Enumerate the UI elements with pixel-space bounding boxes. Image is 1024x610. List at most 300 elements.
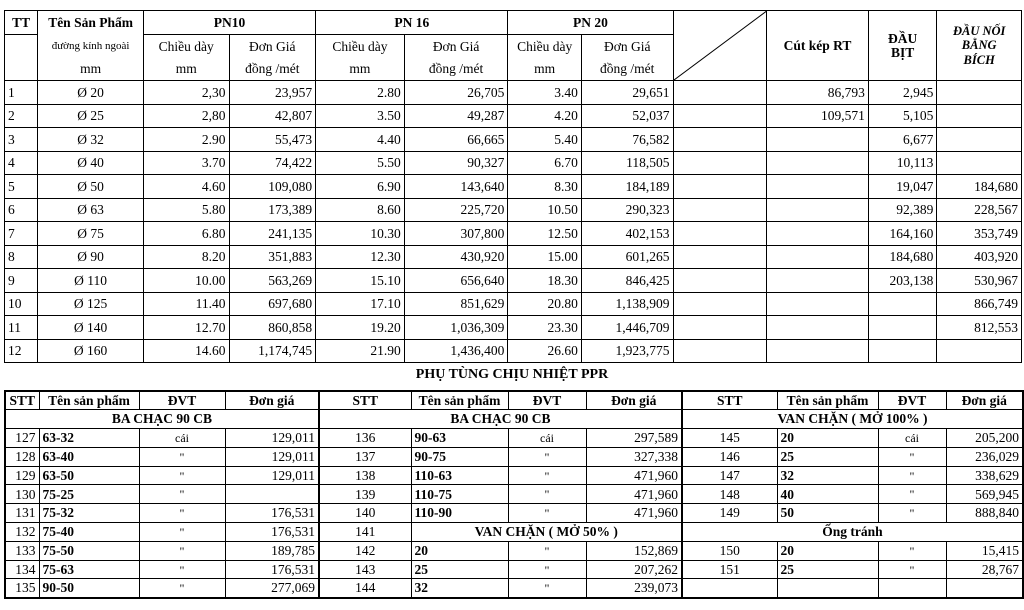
pn20-price: 1,923,775: [581, 339, 673, 363]
pn20-thickness: 15.00: [508, 245, 582, 269]
stt-header: STT: [682, 391, 777, 410]
flange-price: 353,749: [937, 222, 1022, 246]
pipe-tt: 12: [5, 339, 38, 363]
pn20-price: 76,582: [581, 128, 673, 152]
fit-name: 110-63: [411, 466, 508, 485]
pipe-diameter: Ø 20: [38, 81, 144, 105]
pipe-header-row-1: [5, 11, 1022, 35]
pn20-price: 601,265: [581, 245, 673, 269]
pipe-blank: [673, 292, 767, 316]
pn20-thickness: 3.40: [508, 81, 582, 105]
pn10-price: 42,807: [229, 104, 316, 128]
fit-stt: 135: [5, 579, 39, 598]
pn20-header: PN 20: [508, 11, 673, 35]
pn20-thickness: 4.20: [508, 104, 582, 128]
fittings-row: [5, 429, 1023, 448]
pn10-price: 860,858: [229, 316, 316, 340]
fit-name: 63-40: [39, 447, 139, 466]
elbow-price: 86,793: [767, 81, 869, 105]
pn20-thickness: 26.60: [508, 339, 582, 363]
tt-header-blank: [5, 58, 38, 81]
fit-stt: 147: [682, 466, 777, 485]
pn16-thickness: 5.50: [316, 151, 405, 175]
end-cap-price: 164,160: [868, 222, 936, 246]
pipe-row: [5, 339, 1022, 363]
fit-price: 176,531: [225, 560, 319, 579]
fit-stt: 136: [319, 429, 411, 448]
pn16-thickness: 21.90: [316, 339, 405, 363]
pn16-price: 143,640: [404, 175, 508, 199]
flange-price: [937, 151, 1022, 175]
fit-price: 129,011: [225, 429, 319, 448]
end-cap-price: 5,105: [868, 104, 936, 128]
pn20-price: 184,189: [581, 175, 673, 199]
fit-unit: ": [139, 541, 225, 560]
pn10-thickness: 2,30: [143, 81, 229, 105]
pn16-price: 90,327: [404, 151, 508, 175]
fit-stt: 134: [5, 560, 39, 579]
fit-stt: 151: [682, 560, 777, 579]
unit-header: ĐVT: [139, 391, 225, 410]
fit-name: 32: [777, 466, 878, 485]
fit-price: 297,589: [586, 429, 682, 448]
fit-unit: ": [139, 485, 225, 504]
pn20-price: 1,138,909: [581, 292, 673, 316]
fit-stt: 146: [682, 447, 777, 466]
fit-stt: 137: [319, 447, 411, 466]
flange-price: [937, 104, 1022, 128]
fit-unit: ": [508, 504, 586, 523]
pipe-tt: 10: [5, 292, 38, 316]
pipe-diameter: Ø 90: [38, 245, 144, 269]
product-header: Tên sản phẩm: [777, 391, 878, 410]
fit-stt: 150: [682, 541, 777, 560]
outer-diameter-label: đường kính ngoài: [38, 35, 144, 58]
fit-price: [946, 579, 1023, 598]
pipe-blank: [673, 198, 767, 222]
flange-header-3: BÍCH: [963, 52, 995, 67]
fit-unit: ": [139, 447, 225, 466]
group-valve50-label: VAN CHẶN ( MỞ 50% ): [411, 523, 682, 542]
fittings-row: [5, 504, 1023, 523]
pn16-price-label: Đơn Giá: [404, 35, 508, 58]
pn10-price-label: Đơn Giá: [229, 35, 316, 58]
pipe-diameter: Ø 140: [38, 316, 144, 340]
flange-price: [937, 81, 1022, 105]
fit-unit: ": [878, 447, 946, 466]
pn20-price-label: Đơn Giá: [581, 35, 673, 58]
pipe-tt: 8: [5, 245, 38, 269]
fit-price: 471,960: [586, 485, 682, 504]
pn16-price: 26,705: [404, 81, 508, 105]
pn20-thickness: 23.30: [508, 316, 582, 340]
pn16-thickness: 2.80: [316, 81, 405, 105]
fit-price: 129,011: [225, 466, 319, 485]
elbow-header: Cút kép RT: [767, 11, 869, 81]
unit-header: ĐVT: [878, 391, 946, 410]
pn10-price: 55,473: [229, 128, 316, 152]
pn16-price: 66,665: [404, 128, 508, 152]
elbow-price: [767, 339, 869, 363]
pipe-diameter: Ø 32: [38, 128, 144, 152]
pipe-tt: 7: [5, 222, 38, 246]
fit-stt: 132: [5, 523, 39, 542]
elbow-price: 109,571: [767, 104, 869, 128]
pn20-thickness: 6.70: [508, 151, 582, 175]
pn20-price: 1,446,709: [581, 316, 673, 340]
fit-unit: ": [508, 560, 586, 579]
fit-price: 338,629: [946, 466, 1023, 485]
fit-stt: 144: [319, 579, 411, 598]
pipe-blank: [673, 128, 767, 152]
pn16-thickness-unit: mm: [316, 58, 405, 81]
fit-price: 239,073: [586, 579, 682, 598]
pipe-tt: 1: [5, 81, 38, 105]
pn20-price: 846,425: [581, 269, 673, 293]
fittings-row: [5, 466, 1023, 485]
end-cap-price: 203,138: [868, 269, 936, 293]
pn20-thickness: 18.30: [508, 269, 582, 293]
group-tee-label: BA CHẠC 90 CB: [319, 410, 682, 429]
pn16-thickness: 12.30: [316, 245, 405, 269]
elbow-price: [767, 292, 869, 316]
fit-name: 75-50: [39, 541, 139, 560]
pipe-blank: [673, 316, 767, 340]
fittings-row: [5, 523, 1023, 542]
elbow-price: [767, 269, 869, 293]
pn16-thickness: 19.20: [316, 316, 405, 340]
pn16-price: 307,800: [404, 222, 508, 246]
stt-header: STT: [319, 391, 411, 410]
fit-stt: 138: [319, 466, 411, 485]
fit-unit: ": [878, 485, 946, 504]
pipe-tt: 5: [5, 175, 38, 199]
fit-price: 176,531: [225, 523, 319, 542]
fit-name: 110-90: [411, 504, 508, 523]
pn16-thickness: 8.60: [316, 198, 405, 222]
fit-price: [225, 485, 319, 504]
pn16-price-unit: đồng /mét: [404, 58, 508, 81]
fit-name: 75-32: [39, 504, 139, 523]
fit-price: 471,960: [586, 504, 682, 523]
fit-price: 327,338: [586, 447, 682, 466]
end-cap-price: 184,680: [868, 245, 936, 269]
pn10-price: 23,957: [229, 81, 316, 105]
pipe-blank: [673, 245, 767, 269]
pn10-thickness: 4.60: [143, 175, 229, 199]
product-header: Tên sản phẩm: [411, 391, 508, 410]
fittings-row: [5, 485, 1023, 504]
pn20-price: 402,153: [581, 222, 673, 246]
end-cap-price: 2,945: [868, 81, 936, 105]
fit-name: 63-50: [39, 466, 139, 485]
flange-price: 812,553: [937, 316, 1022, 340]
price-header: Đơn giá: [586, 391, 682, 410]
fittings-group-row: [5, 410, 1023, 429]
fit-price: 15,415: [946, 541, 1023, 560]
pn16-thickness: 4.40: [316, 128, 405, 152]
pipe-tt: 9: [5, 269, 38, 293]
fit-price: 888,840: [946, 504, 1023, 523]
fit-price: 205,200: [946, 429, 1023, 448]
fit-name: 20: [411, 541, 508, 560]
pn16-header: PN 16: [316, 11, 508, 35]
pn10-thickness: 14.60: [143, 339, 229, 363]
fittings-row: [5, 560, 1023, 579]
pipe-diameter: Ø 25: [38, 104, 144, 128]
fittings-title: PHỤ TÙNG CHỊU NHIỆT PPR: [415, 367, 609, 382]
end-cap-price: [868, 292, 936, 316]
diameter-unit-label: mm: [38, 58, 144, 81]
pn16-thickness: 15.10: [316, 269, 405, 293]
fit-stt: 141: [319, 523, 411, 542]
pipe-blank: [673, 175, 767, 199]
pipe-blank: [673, 81, 767, 105]
flange-price: [937, 339, 1022, 363]
fit-price: 152,869: [586, 541, 682, 560]
flange-price: 184,680: [937, 175, 1022, 199]
fit-unit: ": [139, 560, 225, 579]
end-cap-header-2: BỊT: [890, 44, 915, 60]
fit-unit: ": [878, 560, 946, 579]
fit-unit: ": [878, 504, 946, 523]
fittings-row: [5, 579, 1023, 598]
pipe-blank: [673, 222, 767, 246]
fit-stt: 145: [682, 429, 777, 448]
pipe-tt: 3: [5, 128, 38, 152]
fit-stt: [682, 579, 777, 598]
pipe-diameter: Ø 40: [38, 151, 144, 175]
flange-header-1: ĐẦU NỐI: [952, 23, 1006, 38]
pipe-row: [5, 222, 1022, 246]
fit-price: 207,262: [586, 560, 682, 579]
pipe-price-table: [4, 10, 1022, 363]
pn10-thickness-unit: mm: [143, 58, 229, 81]
pn20-thickness: 8.30: [508, 175, 582, 199]
fit-name: 40: [777, 485, 878, 504]
flange-price: 866,749: [937, 292, 1022, 316]
end-cap-header-1: ĐẦU: [887, 31, 918, 46]
pn16-price: 49,287: [404, 104, 508, 128]
pipe-row: [5, 198, 1022, 222]
pipe-tt: 11: [5, 316, 38, 340]
pipe-diameter: Ø 50: [38, 175, 144, 199]
fit-unit: ": [139, 579, 225, 598]
pn10-price: 241,135: [229, 222, 316, 246]
pn20-price: 52,037: [581, 104, 673, 128]
fit-price: 189,785: [225, 541, 319, 560]
pipe-row: [5, 104, 1022, 128]
fit-stt: 149: [682, 504, 777, 523]
pn10-thickness-label: Chiều dày: [143, 35, 229, 58]
fit-unit: ": [139, 466, 225, 485]
fit-name: 90-63: [411, 429, 508, 448]
pn10-thickness: 2.90: [143, 128, 229, 152]
end-cap-price: 19,047: [868, 175, 936, 199]
fit-name: 90-50: [39, 579, 139, 598]
fit-stt: 142: [319, 541, 411, 560]
flange-header: [937, 11, 1022, 81]
fit-stt: 129: [5, 466, 39, 485]
tt-header-blank: [5, 35, 38, 58]
pipe-blank: [673, 104, 767, 128]
pn16-thickness: 3.50: [316, 104, 405, 128]
pn10-thickness: 11.40: [143, 292, 229, 316]
pn10-price-unit: đồng /mét: [229, 58, 316, 81]
price-header: Đơn giá: [946, 391, 1023, 410]
pn20-price-unit: đồng /mét: [581, 58, 673, 81]
pipe-row: [5, 81, 1022, 105]
pn10-price: 173,389: [229, 198, 316, 222]
pn20-thickness: 10.50: [508, 198, 582, 222]
pn16-price: 656,640: [404, 269, 508, 293]
flange-header-2: BẰNG: [961, 38, 997, 53]
pn16-price: 1,436,400: [404, 339, 508, 363]
elbow-price: [767, 128, 869, 152]
fit-stt: 127: [5, 429, 39, 448]
pn16-price: 430,920: [404, 245, 508, 269]
group-valve100-label: VAN CHẶN ( MỞ 100% ): [682, 410, 1023, 429]
diagonal-line: [674, 11, 767, 80]
fit-unit: [878, 579, 946, 598]
pn20-thickness: 12.50: [508, 222, 582, 246]
pn10-thickness: 6.80: [143, 222, 229, 246]
fit-name: 25: [777, 560, 878, 579]
pn10-price: 697,680: [229, 292, 316, 316]
group-bypass-label: Ống tránh: [682, 523, 1023, 542]
pn16-thickness: 6.90: [316, 175, 405, 199]
fit-unit: ": [878, 466, 946, 485]
fit-unit: cái: [139, 429, 225, 448]
fit-name: 63-32: [39, 429, 139, 448]
pipe-diameter: Ø 110: [38, 269, 144, 293]
stt-header: STT: [5, 391, 39, 410]
pn10-header: PN10: [143, 11, 315, 35]
fit-unit: ": [508, 485, 586, 504]
price-header: Đơn giá: [225, 391, 319, 410]
fit-price: 277,069: [225, 579, 319, 598]
fittings-row: [5, 541, 1023, 560]
end-cap-header: [868, 11, 936, 81]
elbow-price: [767, 222, 869, 246]
fit-stt: 143: [319, 560, 411, 579]
pipe-row: [5, 245, 1022, 269]
pn20-price: 290,323: [581, 198, 673, 222]
elbow-price: [767, 198, 869, 222]
pn20-price: 118,505: [581, 151, 673, 175]
pn10-thickness: 3.70: [143, 151, 229, 175]
pipe-row: [5, 292, 1022, 316]
fit-stt: 148: [682, 485, 777, 504]
elbow-price: [767, 316, 869, 340]
fit-price: 129,011: [225, 447, 319, 466]
fit-name: 25: [777, 447, 878, 466]
fit-price: 176,531: [225, 504, 319, 523]
fit-price: 471,960: [586, 466, 682, 485]
pipe-row: [5, 128, 1022, 152]
flange-price: 530,967: [937, 269, 1022, 293]
fit-stt: 131: [5, 504, 39, 523]
pipe-tt: 2: [5, 104, 38, 128]
diagonal-cell: [673, 11, 767, 81]
pipe-tt: 6: [5, 198, 38, 222]
pipe-blank: [673, 339, 767, 363]
fit-stt: 140: [319, 504, 411, 523]
pn16-price: 1,036,309: [404, 316, 508, 340]
pipe-blank: [673, 269, 767, 293]
pipe-row: [5, 269, 1022, 293]
fit-name: 110-75: [411, 485, 508, 504]
pn10-thickness: 10.00: [143, 269, 229, 293]
fit-price: 28,767: [946, 560, 1023, 579]
end-cap-price: 10,113: [868, 151, 936, 175]
fit-name: 20: [777, 429, 878, 448]
pn10-price: 109,080: [229, 175, 316, 199]
fit-price: 569,945: [946, 485, 1023, 504]
fit-stt: 139: [319, 485, 411, 504]
fit-name: 25: [411, 560, 508, 579]
fit-unit: ": [139, 504, 225, 523]
fit-name: 20: [777, 541, 878, 560]
fit-name: 90-75: [411, 447, 508, 466]
pipe-diameter: Ø 160: [38, 339, 144, 363]
flange-price: [937, 128, 1022, 152]
fit-unit: ": [508, 579, 586, 598]
elbow-price: [767, 245, 869, 269]
fit-unit: ": [139, 523, 225, 542]
fit-unit: ": [878, 541, 946, 560]
elbow-price: [767, 175, 869, 199]
product-header: Tên Sản Phẩm: [38, 11, 144, 35]
pn10-thickness: 2,80: [143, 104, 229, 128]
end-cap-price: 92,389: [868, 198, 936, 222]
fit-name: 50: [777, 504, 878, 523]
pn10-price: 1,174,745: [229, 339, 316, 363]
end-cap-price: [868, 316, 936, 340]
fit-name: [777, 579, 878, 598]
fit-price: 236,029: [946, 447, 1023, 466]
unit-header: ĐVT: [508, 391, 586, 410]
fittings-row: [5, 447, 1023, 466]
pn16-thickness: 17.10: [316, 292, 405, 316]
pn20-thickness: 5.40: [508, 128, 582, 152]
fit-stt: 133: [5, 541, 39, 560]
pn20-thickness-unit: mm: [508, 58, 582, 81]
fittings-header-row: [5, 391, 1023, 410]
pn10-price: 74,422: [229, 151, 316, 175]
pn16-price: 225,720: [404, 198, 508, 222]
pipe-blank: [673, 151, 767, 175]
pipe-diameter: Ø 63: [38, 198, 144, 222]
pn20-thickness: 20.80: [508, 292, 582, 316]
end-cap-price: [868, 339, 936, 363]
fit-stt: 130: [5, 485, 39, 504]
fit-name: 32: [411, 579, 508, 598]
fit-stt: 128: [5, 447, 39, 466]
fit-unit: ": [508, 541, 586, 560]
pn10-price: 563,269: [229, 269, 316, 293]
pipe-row: [5, 316, 1022, 340]
pipe-diameter: Ø 75: [38, 222, 144, 246]
fit-unit: ": [508, 466, 586, 485]
pipe-diameter: Ø 125: [38, 292, 144, 316]
pn20-thickness-label: Chiều dày: [508, 35, 582, 58]
pn10-thickness: 12.70: [143, 316, 229, 340]
fit-unit: ": [508, 447, 586, 466]
pn16-price: 851,629: [404, 292, 508, 316]
pn10-thickness: 8.20: [143, 245, 229, 269]
fit-name: 75-63: [39, 560, 139, 579]
